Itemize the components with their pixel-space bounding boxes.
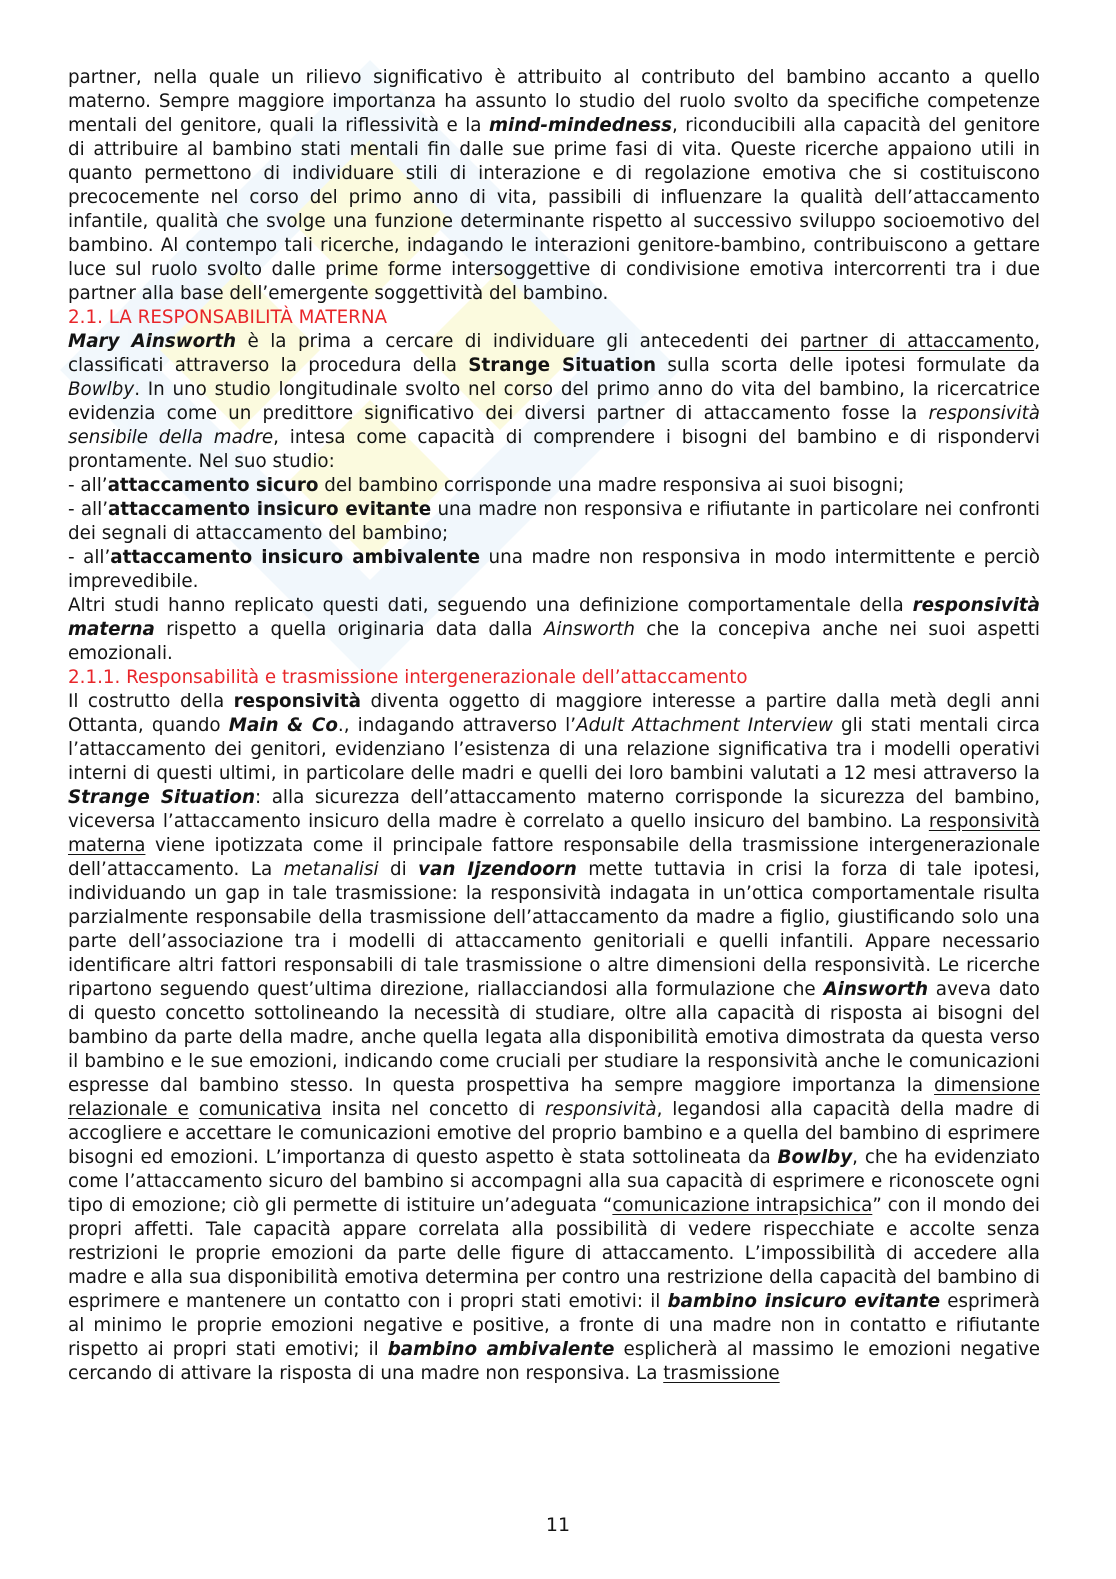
author-name: Ainsworth — [823, 979, 928, 1000]
underlined-term: dimensione relazionale e — [68, 1075, 1040, 1120]
list-item — [68, 546, 1040, 594]
text-run: esprimerà al minimo le proprie emozioni negative e positive, a fronte di una madre non in contatto e rifiutante rispetto ai propri stati emotivi; il — [68, 1291, 1041, 1360]
bold-term: attaccamento sicuro — [107, 475, 319, 496]
text-run: aveva dato di questo concetto sottolineando la necessità di studiare, oltre alla capacità di risposta ai bisogni del bambino da parte della madre, anche quella legata alla disponibilità emotiva dimostrata da questa verso il bambino e le sue emozioni, indicando come cruciali per studiare la responsività anche le comunicazioni espresse dal bambino stesso. In questa prospettiva ha sempre maggiore importanza la — [68, 979, 1040, 1096]
underlined-term: comunicazione intrapsichica — [612, 1195, 873, 1216]
text-run: . In uno studio longitudinale svolto nel corso del primo anno do vita del bambino, la ricercatrice evidenzia come un predittore significativo dei diversi partner di attaccamento fosse la — [68, 379, 1040, 424]
italic-term: Ainsworth — [543, 619, 635, 640]
emphasis-term: responsività materna — [68, 595, 1040, 640]
text-run: , intesa come capacità di comprendere i bisogni del bambino e di rispondervi prontamente. Nel suo studio: — [68, 427, 1040, 472]
emphasis-term: bambino ambivalente — [387, 1339, 615, 1360]
list-item-prefix: - all’ — [68, 547, 111, 568]
text-run: , legandosi alla capacità della madre di accogliere e accettare le comunicazioni emotive del proprio bambino e a quella del bambino di esprimere bisogni ed emozioni. L’importanza di questo aspetto è stata sottolineata da — [68, 1099, 1040, 1168]
italic-term: responsività — [545, 1099, 657, 1120]
text-run: diventa oggetto di maggiore interesse a partire dalla metà degli anni Ottanta, quando — [68, 691, 1040, 736]
paragraph-replication — [68, 594, 1040, 666]
text-run: esplicherà al massimo le emozioni negative cercando di attivare la risposta di una madre non responsiva. La — [68, 1339, 1041, 1384]
text-run: , riconducibili alla capacità del genitore di attribuire al bambino stati mentali fin dalle sue prime fasi di vita. Queste ricerche appaiono utili in quanto permettono di individuare stili di interazione e di regolazione emotiva che si costituiscono precocemente nel corso del primo anno di vita, passibili di influenzare la qualità dell’attaccamento infantile, qualità che svolge una funzione determinante rispetto al successivo sviluppo socioemotivo del bambino. Al contempo tali ricerche, indagando le interazioni genitore-bambino, contribuiscono a gettare luce sul ruolo svolto dalle prime forme intersoggettive di condivisione emotiva intercorrenti tra i due partner alla base dell’emergente soggettività del bambino. — [68, 115, 1041, 304]
section-heading: 2.1. LA RESPONSABILITÀ MATERNA — [68, 307, 388, 328]
underlined-term: partner di attaccamento — [799, 331, 1035, 352]
paragraph-intro — [68, 66, 1040, 306]
paragraph-ainsworth — [68, 330, 1040, 474]
list-item-text: una madre non responsiva e rifiutante in particolare nei confronti dei segnali di attaccamento del bambino; — [68, 499, 1040, 544]
list-item — [68, 498, 1040, 546]
paragraph-responsivity — [68, 690, 1040, 1386]
italic-term: metanalisi — [283, 859, 379, 880]
text-run: mette tuttavia in crisi la forza di tale ipotesi, individuando un gap in tale trasmissione: la responsività indagata in un’ottica comportamentale risulta parzialmente responsabile della trasmissione dell’attaccamento da madre a figlio, giustificando solo una parte dell’associazione tra i modelli di attaccamento genitoriali e quelli infantili. Appare necessario identificare altri fattori responsabili di tale trasmissione o altre dimensioni della responsività. Le ricerche ripartono seguendo quest’ultima direzione, riallacciandosi alla formulazione che — [68, 859, 1040, 1000]
text-run: insita nel concetto di — [321, 1099, 546, 1120]
emphasis-term: mind-mindedness — [488, 115, 673, 136]
list-item-text: del bambino corrisponde una madre responsiva ai suoi bisogni; — [318, 475, 905, 496]
text-run: è la prima a cercare di individuare gli antecedenti dei — [236, 331, 800, 352]
italic-term: Adult Attachment Interview — [576, 715, 833, 736]
list-item-prefix: - all’ — [68, 475, 108, 496]
text-run: che la concepiva anche nei suoi aspetti emozionali. — [68, 619, 1040, 664]
bold-term: attaccamento insicuro ambivalente — [110, 547, 481, 568]
text-run: , classificati attraverso la procedura della — [68, 331, 1040, 376]
list-item — [68, 474, 1040, 498]
emphasis-term: bambino insicuro evitante — [667, 1291, 941, 1312]
list-item-prefix: - all’ — [68, 499, 109, 520]
text-run: Altri studi hanno replicato questi dati, seguendo una definizione comportamentale della — [68, 595, 913, 616]
text-run: ” con il mondo dei propri affetti. Tale capacità appare correlata alla possibilità di vedere rispecchiate e accolte senza restrizioni le proprie emozioni da parte delle figure di attaccamento. L’impossibilità di accedere alla madre e alla sua disponibilità emotiva determina per contro una restrizione della capacità del bambino di esprimere e mantenere un contatto con i propri stati emotivi: il — [68, 1195, 1040, 1312]
text-run: Il costrutto della — [68, 691, 234, 712]
page-number: 11 — [545, 1514, 571, 1536]
underlined-term: comunicativa — [198, 1099, 322, 1120]
author-name: Main & Co — [228, 715, 338, 736]
subsection-heading: 2.1.1. Responsabilità e trasmissione intergenerazionale dell’attaccamento — [68, 667, 748, 688]
text-run: di — [378, 859, 419, 880]
text-run: : alla sicurezza dell’attaccamento materno corrisponde la sicurezza del bambino, viceversa l’attaccamento insicuro della madre è correlato a quello insicuro del bambino. La — [68, 787, 1041, 832]
text-run: sulla scorta delle ipotesi formulate da — [656, 355, 1041, 376]
text-run: partner, nella quale un rilievo significativo è attribuito al contributo del bambino accanto a quello materno. Sempre maggiore importanza ha assunto lo studio del ruolo svolto da specifiche competenze mentali del genitore, quali la riflessività e la — [68, 67, 1040, 136]
document-body — [68, 66, 1040, 1386]
emphasis-term: Strange Situation — [68, 787, 255, 808]
underlined-term: trasmissione — [663, 1363, 780, 1384]
author-name: Mary Ainsworth — [68, 331, 237, 352]
bold-term: responsività — [233, 691, 361, 712]
list-item-text: una madre non responsiva in modo intermittente e perciò imprevedibile. — [68, 547, 1040, 592]
author-name: van Ijzendoorn — [418, 859, 577, 880]
text-run — [189, 1099, 199, 1120]
bold-term: Strange Situation — [468, 355, 657, 376]
text-run: viene ipotizzata come il principale fattore responsabile della trasmissione intergenerazionale dell’attaccamento. La — [68, 835, 1040, 880]
text-run: gli stati mentali circa l’attaccamento dei genitori, evidenziano l’esistenza di una relazione significativa tra i modelli operativi interni di questi ultimi, in particolare delle madri e quelli dei loro bambini valutati a 12 mesi attraverso la — [68, 715, 1040, 784]
text-run: rispetto a quella originaria data dalla — [154, 619, 544, 640]
text-run: ., indagando attraverso l’ — [337, 715, 577, 736]
italic-term: responsività sensibile della madre — [68, 403, 1040, 448]
italic-term: Bowlby — [68, 379, 135, 400]
author-name: Bowlby — [777, 1147, 853, 1168]
bold-term: attaccamento insicuro evitante — [108, 499, 432, 520]
text-run: , che ha evidenziato come l’attaccamento sicuro del bambino si accompagni alla sua capacità di esprimere e riconoscete ogni tipo di emozione; ciò gli permette di istituire un’adeguata “ — [68, 1147, 1040, 1216]
underlined-term: responsività materna — [68, 811, 1040, 856]
